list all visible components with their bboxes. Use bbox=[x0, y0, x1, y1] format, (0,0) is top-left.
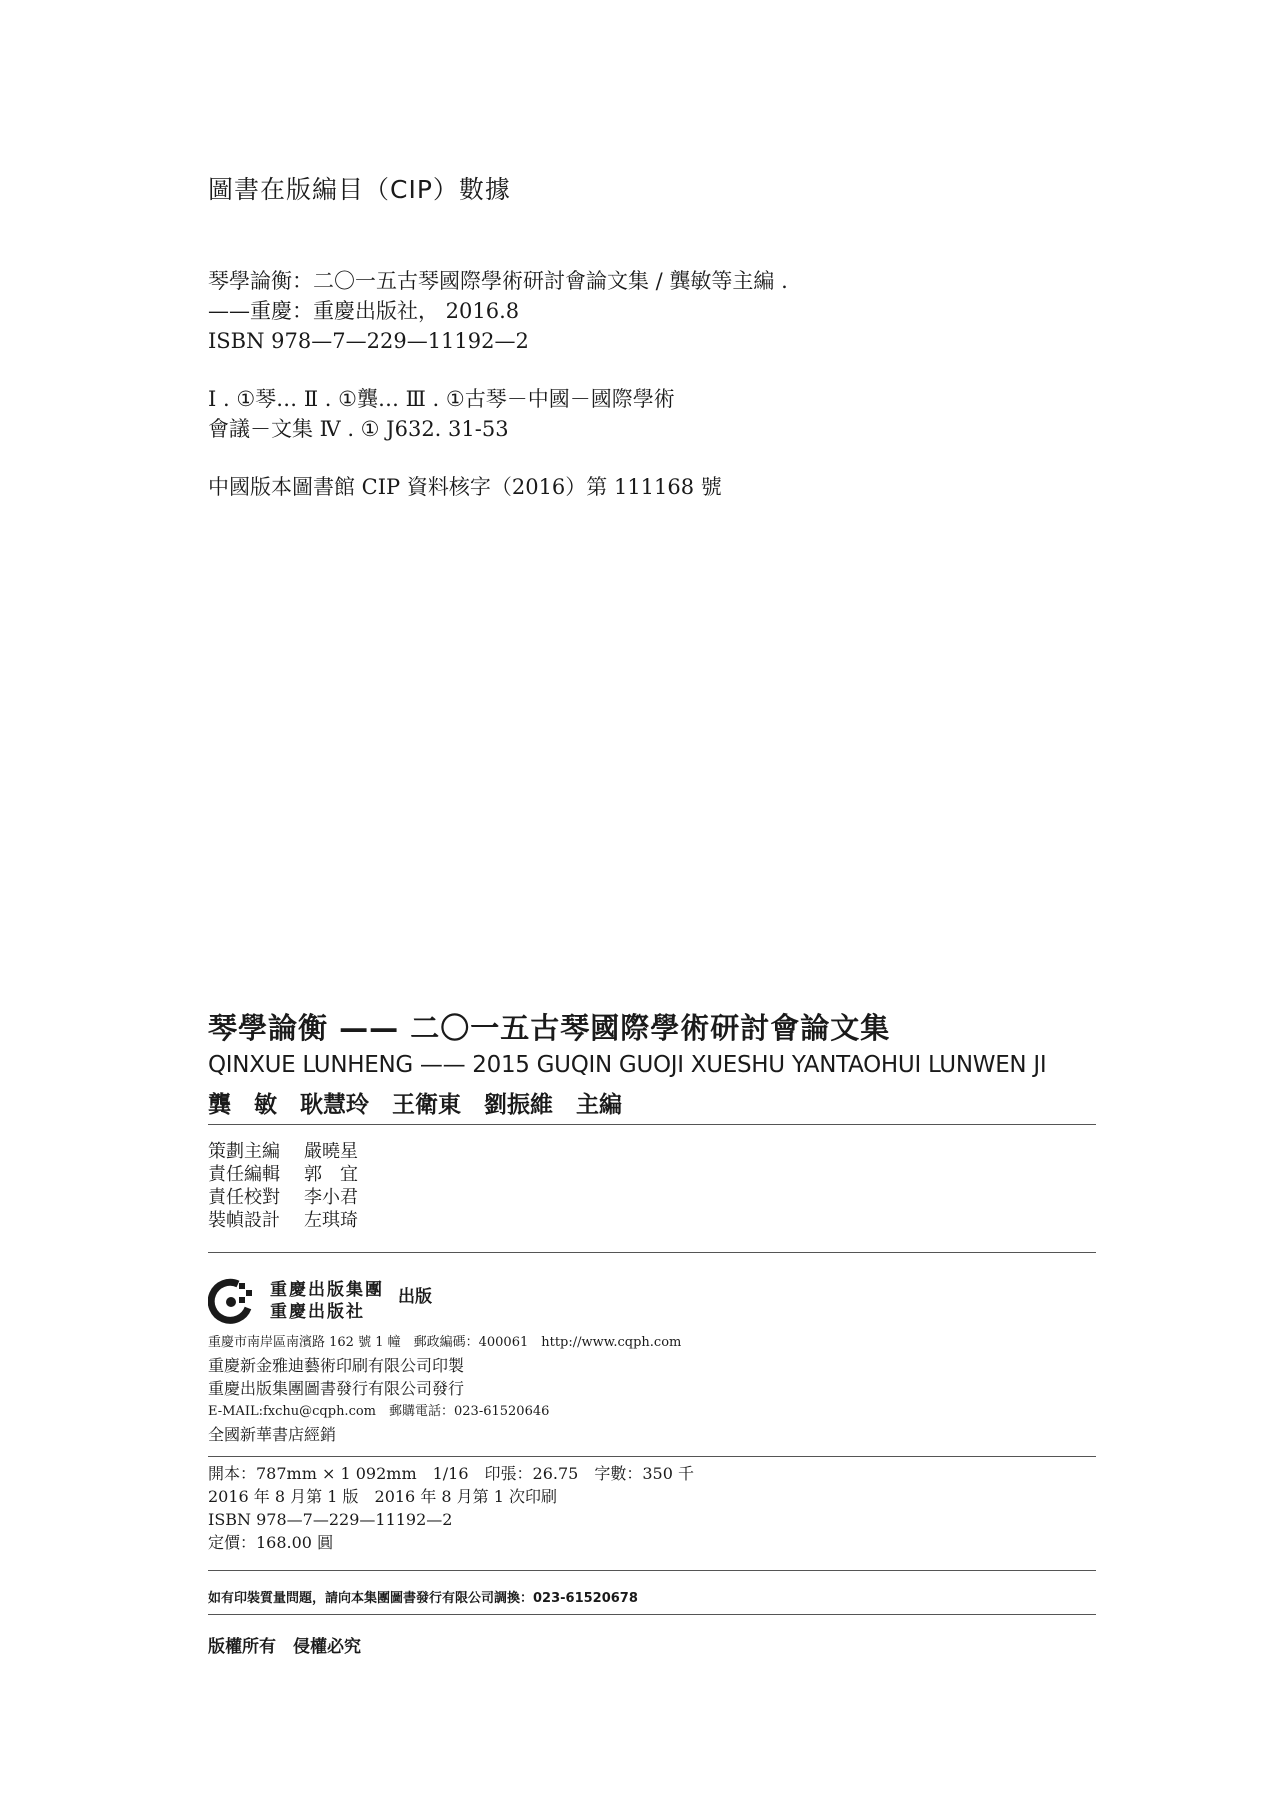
staff-name: 李小君 bbox=[304, 1187, 358, 1208]
book-title: 琴學論衡 —— 二〇一五古琴國際學術研討會論文集 bbox=[208, 1011, 891, 1045]
staff-name: 嚴曉星 bbox=[304, 1141, 358, 1162]
cip-line: ——重慶：重慶出版社， 2016.8 bbox=[208, 299, 520, 323]
quality-notice: 如有印裝質量問題，請向本集團圖書發行有限公司調換：023-61520678 bbox=[208, 1591, 638, 1606]
copyright-notice: 版權所有 侵權必究 bbox=[208, 1637, 361, 1657]
publisher-names bbox=[270, 1279, 384, 1323]
editors-line: 龔 敏 耿慧玲 王衛東 劉振維 主編 bbox=[208, 1092, 622, 1118]
staff-role: 責任編輯 bbox=[208, 1164, 280, 1185]
cip-number: 中國版本圖書館 CIP 資料核字（2016）第 111168 號 bbox=[208, 475, 722, 499]
book-specs bbox=[208, 1462, 694, 1554]
staff-name: 左琪琦 bbox=[304, 1210, 358, 1231]
staff-role: 策劃主編 bbox=[208, 1141, 280, 1162]
cip-line: ISBN 978—7—229—11192—2 bbox=[208, 329, 529, 353]
publisher-name: 重慶出版社 bbox=[270, 1302, 365, 1322]
spec-line: 開本：787mm × 1 092mm 1/16 印張：26.75 字數：350 千 bbox=[208, 1464, 694, 1483]
classification-line: Ⅰ . ①琴… Ⅱ . ①龔… Ⅲ . ①古琴－中國－國際學術 bbox=[208, 387, 675, 411]
divider bbox=[208, 1570, 1096, 1571]
publish-label: 出版 bbox=[398, 1286, 432, 1307]
book-title-romanized: QINXUE LUNHENG —— 2015 GUQIN GUOJI XUESHU YANTAOHUI LUNWEN JI bbox=[208, 1052, 1047, 1078]
publisher-block bbox=[208, 1278, 432, 1324]
divider bbox=[208, 1456, 1096, 1457]
printer-line: 重慶新金雅迪藝術印刷有限公司印製 bbox=[208, 1356, 465, 1375]
staff-row bbox=[208, 1209, 358, 1232]
cip-heading: 圖書在版編目（CIP）數據 bbox=[208, 175, 511, 204]
contact-line: E-MAIL:fxchu@cqph.com 郵購電話：023-61520646 bbox=[208, 1404, 550, 1419]
spec-line: ISBN 978—7—229—11192—2 bbox=[208, 1510, 453, 1529]
distributor-line: 重慶出版集團圖書發行有限公司發行 bbox=[208, 1379, 465, 1398]
staff-row bbox=[208, 1140, 358, 1163]
cqph-logo-icon bbox=[208, 1278, 254, 1324]
spec-line: 2016 年 8 月第 1 版 2016 年 8 月第 1 次印刷 bbox=[208, 1487, 558, 1506]
seller-line: 全國新華書店經銷 bbox=[208, 1425, 337, 1444]
staff-role: 裝幀設計 bbox=[208, 1210, 280, 1231]
staff-credits bbox=[208, 1140, 358, 1232]
address-line: 重慶市南岸區南濱路 162 號 1 幢 郵政編碼：400061 http://www.cqph.com bbox=[208, 1335, 682, 1350]
publication-details bbox=[208, 1331, 681, 1446]
divider bbox=[208, 1252, 1096, 1253]
staff-name: 郭 宜 bbox=[304, 1164, 358, 1185]
cip-classification bbox=[208, 384, 675, 444]
staff-row bbox=[208, 1186, 358, 1209]
staff-role: 責任校對 bbox=[208, 1187, 280, 1208]
staff-row bbox=[208, 1163, 358, 1186]
divider bbox=[208, 1124, 1096, 1125]
classification-line: 會議－文集 Ⅳ . ① J632. 31-53 bbox=[208, 417, 509, 441]
cip-line: 琴學論衡：二〇一五古琴國際學術研討會論文集 / 龔敏等主編 . bbox=[208, 269, 788, 293]
divider bbox=[208, 1614, 1096, 1615]
publisher-group-name: 重慶出版集團 bbox=[270, 1280, 384, 1300]
cip-record bbox=[208, 266, 788, 356]
price-line: 定價：168.00 圓 bbox=[208, 1533, 334, 1552]
